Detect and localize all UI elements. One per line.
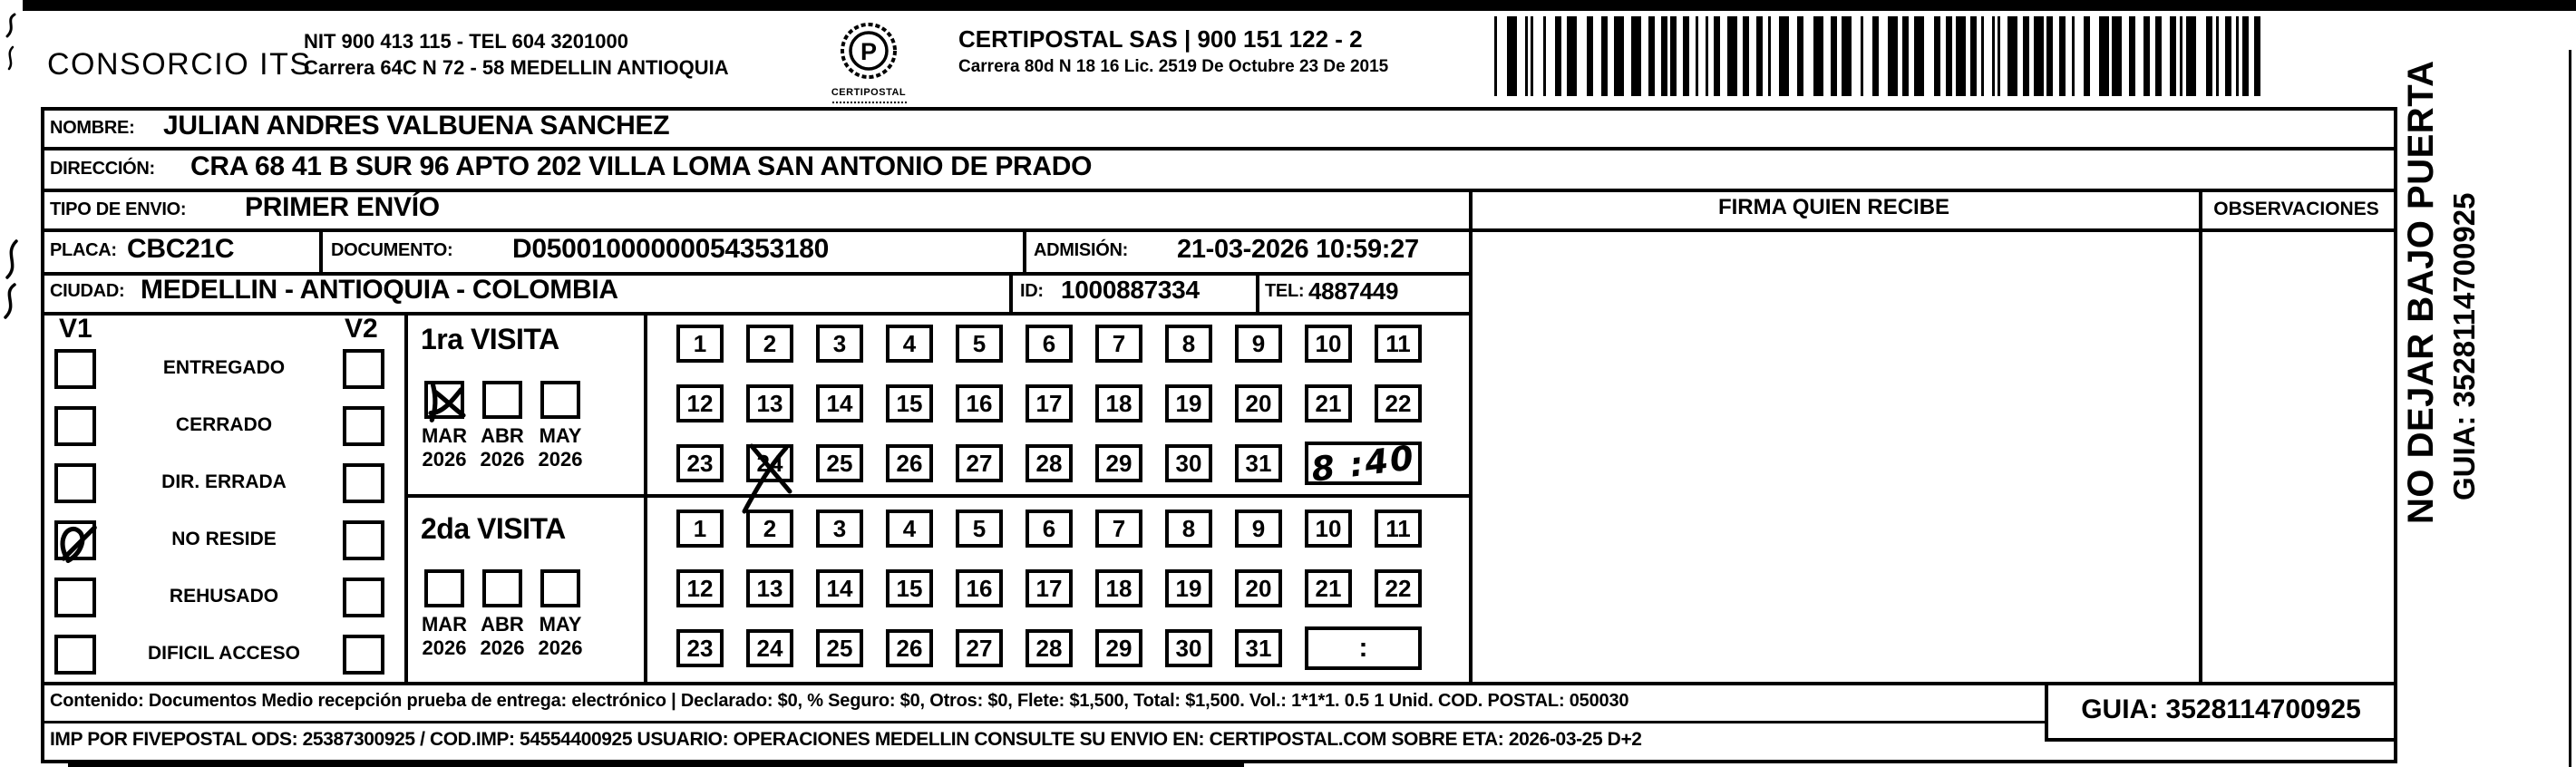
visit-2-day-box-9[interactable] xyxy=(1235,510,1282,548)
barcode-bar xyxy=(1743,16,1749,96)
day-number: 11 xyxy=(1385,514,1411,542)
day-number: 19 xyxy=(1175,574,1202,602)
scan-artifact-right-edge xyxy=(2569,50,2571,767)
barcode-bar xyxy=(1683,16,1689,96)
sender-company-name: CONSORCIO ITS xyxy=(47,47,312,82)
visit-1-time-box[interactable] xyxy=(1305,437,1422,490)
barcode-bar xyxy=(1714,16,1720,96)
barcode-bar xyxy=(2084,16,2090,96)
visit-1-day-box-22[interactable] xyxy=(1375,384,1422,422)
barcode-bar xyxy=(2170,16,2176,96)
visit-2-day-box-8[interactable] xyxy=(1165,510,1212,548)
visit-2-day-box-20[interactable] xyxy=(1235,569,1282,607)
direccion-label: DIRECCIÓN: xyxy=(50,159,155,179)
day-number: 20 xyxy=(1245,389,1272,417)
visit-1-day-box-24[interactable] xyxy=(746,444,793,482)
grid-line xyxy=(1256,272,1259,316)
day-number: 6 xyxy=(1042,329,1056,357)
visit-1-day-box-27[interactable] xyxy=(956,444,1003,482)
barcode-bar xyxy=(1914,16,1924,96)
day-number: 15 xyxy=(896,574,923,602)
visit-1-day-box-3[interactable] xyxy=(816,325,863,363)
day-number: 28 xyxy=(1035,634,1063,662)
visit-1-day-box-21[interactable] xyxy=(1305,384,1352,422)
day-number: 4 xyxy=(902,329,917,357)
visit-2-day-box-27[interactable] xyxy=(956,629,1003,667)
visit-2-day-box-1[interactable] xyxy=(676,510,724,548)
grid-line xyxy=(41,721,2048,723)
day-number: 11 xyxy=(1385,329,1411,357)
visit-2-time-box[interactable] xyxy=(1305,626,1422,670)
day-number: 12 xyxy=(686,389,714,417)
day-number: 25 xyxy=(826,449,853,477)
barcode-bar xyxy=(1648,16,1655,96)
month-year-label: 2026 xyxy=(422,448,467,471)
barcode-bar xyxy=(1543,16,1546,96)
day-number: 26 xyxy=(896,634,923,662)
visit-1-day-box-17[interactable] xyxy=(1026,384,1073,422)
month-year-label: 2026 xyxy=(480,448,525,471)
id-label: ID: xyxy=(1020,281,1044,301)
observaciones-column-header: OBSERVACIONES xyxy=(2213,199,2379,219)
day-number: 21 xyxy=(1315,574,1342,602)
barcode-bar xyxy=(2099,16,2109,96)
barcode-bar xyxy=(2216,16,2219,96)
visit-1-title: 1ra VISITA xyxy=(421,323,559,355)
day-number: 28 xyxy=(1035,449,1063,477)
status-checkbox-v2-dificil-acceso[interactable] xyxy=(343,635,384,675)
visit-1-day-box-20[interactable] xyxy=(1235,384,1282,422)
day-number: 31 xyxy=(1245,634,1272,662)
visit-2-day-box-28[interactable] xyxy=(1026,629,1073,667)
visit-2-day-box-11[interactable] xyxy=(1375,510,1422,548)
day-number: 1 xyxy=(693,329,707,357)
day-number: 25 xyxy=(826,634,853,662)
firma-column-header: FIRMA QUIEN RECIBE xyxy=(1717,195,1950,219)
visit-1-day-box-28[interactable] xyxy=(1026,444,1073,482)
barcode-bar xyxy=(1696,16,1698,96)
month-label: ABR xyxy=(481,613,524,636)
visit-1-day-box-16[interactable] xyxy=(956,384,1003,422)
day-number: 31 xyxy=(1245,449,1272,477)
month-year-label: 2026 xyxy=(480,636,525,659)
barcode-bar xyxy=(2007,16,2017,96)
visit-2-month-checkbox-abr[interactable] xyxy=(482,569,522,607)
day-number: 9 xyxy=(1251,329,1266,357)
visit-1-day-box-9[interactable] xyxy=(1235,325,1282,363)
barcode-bar xyxy=(1555,16,1561,96)
barcode-bar xyxy=(1727,16,1737,96)
visit-2-time-placeholder: : xyxy=(1358,633,1368,663)
status-checkbox-v2-dir-errada[interactable] xyxy=(343,463,384,503)
visit-1-day-box-5[interactable] xyxy=(956,325,1003,363)
barcode-bar xyxy=(2180,16,2182,96)
month-label: MAR xyxy=(421,424,468,447)
visit-1-day-box-10[interactable] xyxy=(1305,325,1352,363)
visit-1-day-box-6[interactable] xyxy=(1026,325,1073,363)
visit-1-day-box-23[interactable] xyxy=(676,444,724,482)
day-number: 5 xyxy=(972,514,987,542)
grid-line xyxy=(1009,272,1013,316)
observaciones-area[interactable] xyxy=(2202,232,2390,682)
barcode-bar xyxy=(1842,16,1852,96)
visit-1-day-box-25[interactable] xyxy=(816,444,863,482)
day-number: 18 xyxy=(1105,574,1132,602)
day-number: 2 xyxy=(763,329,777,357)
status-checkbox-v1-cerrado[interactable] xyxy=(54,406,96,446)
visit-2-day-box-23[interactable] xyxy=(676,629,724,667)
tel-value: 4887449 xyxy=(1308,277,1399,305)
status-label: DIFICIL ACCESO xyxy=(147,643,300,664)
tracking-barcode xyxy=(1494,16,2287,96)
day-number: 10 xyxy=(1315,514,1342,542)
ciudad-value: MEDELLIN - ANTIOQUIA - COLOMBIA xyxy=(141,275,618,305)
visit-1-day-box-11[interactable] xyxy=(1375,325,1422,363)
visit-2-day-box-15[interactable] xyxy=(886,569,933,607)
visit-1-day-box-31[interactable] xyxy=(1235,444,1282,482)
day-number: 4 xyxy=(902,514,917,542)
visit-1-day-box-19[interactable] xyxy=(1165,384,1212,422)
day-number: 6 xyxy=(1042,514,1056,542)
grid-line xyxy=(1023,228,1026,276)
status-label: ENTREGADO xyxy=(162,357,286,378)
barcode-bar xyxy=(1567,16,1577,96)
status-label: CERRADO xyxy=(175,414,273,435)
visit-2-day-box-13[interactable] xyxy=(746,569,793,607)
firma-signature-area[interactable] xyxy=(1473,232,2195,682)
barcode-bar xyxy=(1525,16,1528,96)
visit-1-day-box-29[interactable] xyxy=(1095,444,1142,482)
day-number: 24 xyxy=(756,449,783,477)
barcode-bar xyxy=(2143,16,2150,96)
ciudad-label: CIUDAD: xyxy=(50,281,125,301)
day-number: 2 xyxy=(763,514,777,542)
barcode-bar xyxy=(1872,16,1879,96)
visit-2-day-box-7[interactable] xyxy=(1095,510,1142,548)
visit-2-month-checkbox-may[interactable] xyxy=(540,569,580,607)
barcode-bar xyxy=(2254,16,2260,96)
day-number: 27 xyxy=(966,634,993,662)
grid-line xyxy=(2394,107,2397,763)
day-number: 17 xyxy=(1035,389,1063,417)
day-number: 16 xyxy=(966,574,993,602)
barcode-bar xyxy=(2046,16,2053,96)
visit-1-day-box-18[interactable] xyxy=(1095,384,1142,422)
tipo-envio-value: PRIMER ENVÍO xyxy=(245,192,440,222)
grid-line xyxy=(2045,738,2397,742)
month-label: MAY xyxy=(539,424,582,447)
day-number: 12 xyxy=(686,574,714,602)
day-number: 7 xyxy=(1112,514,1126,542)
visit-2-month-checkbox-mar[interactable] xyxy=(424,569,464,607)
barcode-bar xyxy=(1861,16,1863,96)
barcode-bar xyxy=(1756,16,1763,96)
visit-1-day-box-4[interactable] xyxy=(886,325,933,363)
barcode-bar xyxy=(2034,16,2044,96)
documento-label: DOCUMENTO: xyxy=(331,240,453,260)
visit-1-day-box-26[interactable] xyxy=(886,444,933,482)
barcode-bar xyxy=(1831,16,1837,96)
visit-2-day-box-25[interactable] xyxy=(816,629,863,667)
day-number: 3 xyxy=(832,514,847,542)
barcode-bar xyxy=(2129,16,2135,96)
visit-2-day-box-17[interactable] xyxy=(1026,569,1073,607)
visit-2-day-box-21[interactable] xyxy=(1305,569,1352,607)
barcode-bar xyxy=(1531,16,1533,96)
status-checkbox-v2-no-reside[interactable] xyxy=(343,520,384,560)
svg-text:P: P xyxy=(860,38,878,65)
visit-2-day-box-26[interactable] xyxy=(886,629,933,667)
day-number: 16 xyxy=(966,389,993,417)
barcode-bar xyxy=(1706,16,1708,96)
visits-panel xyxy=(404,312,1473,682)
no-dejar-bajo-puerta-warning: NO DEJAR BAJO PUERTA xyxy=(2401,60,2441,524)
month-label: ABR xyxy=(481,424,524,447)
day-number: 7 xyxy=(1112,329,1126,357)
barcode-bar xyxy=(1813,16,1823,96)
admision-value: 21-03-2026 10:59:27 xyxy=(1177,235,1419,264)
visit-2-day-box-4[interactable] xyxy=(886,510,933,548)
day-number: 13 xyxy=(756,389,783,417)
barcode-bar xyxy=(1631,16,1641,96)
day-number: 24 xyxy=(756,634,783,662)
day-number: 23 xyxy=(686,634,714,662)
status-checkbox-v1-dificil-acceso[interactable] xyxy=(54,635,96,675)
carrier-name-line: CERTIPOSTAL SAS | 900 151 122 - 2 xyxy=(958,25,1363,53)
barcode-bar xyxy=(1992,16,1995,96)
status-label: REHUSADO xyxy=(169,586,279,607)
nombre-label: NOMBRE: xyxy=(50,118,135,138)
status-checkbox-v2-entregado[interactable] xyxy=(343,349,384,389)
day-number: 30 xyxy=(1175,634,1202,662)
visit-2-day-box-12[interactable] xyxy=(676,569,724,607)
visit-1-day-box-13[interactable] xyxy=(746,384,793,422)
barcode-bar xyxy=(2072,16,2075,96)
barcode-bar xyxy=(1934,16,1940,96)
day-number: 15 xyxy=(896,389,923,417)
day-number: 22 xyxy=(1385,574,1412,602)
carrier-address-line: Carrera 80d N 18 16 Lic. 2519 De Octubre 23 De 2015 xyxy=(958,57,1389,76)
month-label: MAY xyxy=(539,613,582,636)
day-number: 17 xyxy=(1035,574,1063,602)
day-number: 21 xyxy=(1315,389,1342,417)
documento-value: D05001000000054353180 xyxy=(512,234,830,264)
barcode-bar xyxy=(2112,16,2122,96)
grid-line xyxy=(41,147,2397,150)
month-year-label: 2026 xyxy=(538,636,583,659)
visit-2-day-box-5[interactable] xyxy=(956,510,1003,548)
barcode-bar xyxy=(1670,16,1677,96)
guia-number-box: GUIA: 3528114700925 xyxy=(2081,694,2361,724)
status-checkbox-v1-dir-errada[interactable] xyxy=(54,463,96,503)
visit-1-day-box-15[interactable] xyxy=(886,384,933,422)
barcode-bar xyxy=(1981,16,1984,96)
barcode-bar xyxy=(1956,16,1966,96)
v1-column-header: V1 xyxy=(59,314,92,344)
barcode-bar xyxy=(2225,16,2231,96)
visit-2-day-box-10[interactable] xyxy=(1305,510,1352,548)
month-year-label: 2026 xyxy=(422,636,467,659)
delivery-status-panel xyxy=(41,312,404,682)
visit-2-day-box-18[interactable] xyxy=(1095,569,1142,607)
day-number: 22 xyxy=(1385,389,1412,417)
scan-artifact-corner-mark xyxy=(2,13,24,73)
month-year-label: 2026 xyxy=(538,448,583,471)
month-label: MAR xyxy=(421,613,468,636)
certipostal-logo-icon xyxy=(836,20,901,85)
visit-2-day-box-31[interactable] xyxy=(1235,629,1282,667)
status-checkbox-v2-rehusado[interactable] xyxy=(343,578,384,617)
day-number: 20 xyxy=(1245,574,1272,602)
scan-artifact-top-bar xyxy=(23,0,2576,11)
tel-label: TEL: xyxy=(1265,281,1305,301)
day-number: 5 xyxy=(972,329,987,357)
contenido-line: Contenido: Documentos Medio recepción prueba de entrega: electrónico | Declarado: $0, % Seguro: $0, Otros: $0, Flete: $1,500, Total: $1,500. Vol.: 1*1*1. 0.5 1 Unid. COD. POSTAL: 050030 xyxy=(50,691,1629,711)
barcode-bar xyxy=(1661,16,1667,96)
visit-1-month-checkbox-mar[interactable] xyxy=(424,381,464,419)
day-number: 14 xyxy=(826,389,853,417)
placa-value: CBC21C xyxy=(127,234,235,264)
visit-1-day-box-8[interactable] xyxy=(1165,325,1212,363)
barcode-bar xyxy=(1507,16,1517,96)
day-number: 23 xyxy=(686,449,714,477)
visit-2-title: 2da VISITA xyxy=(421,512,566,545)
barcode-bar xyxy=(1902,16,1909,96)
barcode-bar xyxy=(2023,16,2029,96)
id-value: 1000887334 xyxy=(1061,276,1200,304)
status-checkbox-v1-rehusado[interactable] xyxy=(54,578,96,617)
sender-nit-line: NIT 900 413 115 - TEL 604 3201000 xyxy=(304,30,628,53)
barcode-bar xyxy=(1970,16,1977,96)
v2-column-header: V2 xyxy=(345,314,378,344)
status-checkbox-v1-entregado[interactable] xyxy=(54,349,96,389)
visit-1-day-box-7[interactable] xyxy=(1095,325,1142,363)
barcode-bar xyxy=(1768,16,1771,96)
visit-2-day-box-2[interactable] xyxy=(746,510,793,548)
barcode-bar xyxy=(1587,16,1593,96)
grid-line xyxy=(319,228,323,276)
side-note xyxy=(2401,60,2528,524)
certipostal-logo-caption: CERTIPOSTAL xyxy=(831,87,907,98)
day-number: 3 xyxy=(832,329,847,357)
barcode-bar xyxy=(2155,16,2162,96)
visit-1-day-box-2[interactable] xyxy=(746,325,793,363)
visit-1-day-box-30[interactable] xyxy=(1165,444,1212,482)
visit-2-day-box-30[interactable] xyxy=(1165,629,1212,667)
day-number: 29 xyxy=(1105,634,1132,662)
day-number: 19 xyxy=(1175,389,1202,417)
day-number: 30 xyxy=(1175,449,1202,477)
side-guia-number: GUIA: 3528114700925 xyxy=(2447,192,2481,500)
visit-1-day-box-12[interactable] xyxy=(676,384,724,422)
barcode-bar xyxy=(1601,16,1608,96)
visit-2-day-box-24[interactable] xyxy=(746,629,793,667)
status-label: DIR. ERRADA xyxy=(161,471,287,492)
visit-1-time-handwritten: 8 :40 xyxy=(1308,437,1418,490)
tipo-envio-label: TIPO DE ENVIO: xyxy=(50,199,187,219)
day-number: 27 xyxy=(966,449,993,477)
status-checkbox-v1-no-reside[interactable] xyxy=(54,520,96,560)
visit-1-month-checkbox-abr[interactable] xyxy=(482,381,522,419)
direccion-value: CRA 68 41 B SUR 96 APTO 202 VILLA LOMA SAN ANTONIO DE PRADO xyxy=(190,151,1093,181)
barcode-bar xyxy=(1888,16,1898,96)
day-number: 14 xyxy=(826,574,853,602)
no-reside-check-mark xyxy=(53,519,103,568)
barcode-bar xyxy=(2206,16,2212,96)
scan-artifact-margin-squiggle xyxy=(0,238,24,323)
barcode-bar xyxy=(1779,16,1789,96)
barcode-bar xyxy=(2059,16,2066,96)
status-checkbox-v2-cerrado[interactable] xyxy=(343,406,384,446)
visit-2-day-box-16[interactable] xyxy=(956,569,1003,607)
day-number: 13 xyxy=(756,574,783,602)
day-number: 10 xyxy=(1315,329,1342,357)
visit-2-day-box-14[interactable] xyxy=(816,569,863,607)
visit-1-day-box-14[interactable] xyxy=(816,384,863,422)
visit-2-day-box-19[interactable] xyxy=(1165,569,1212,607)
sender-address-line: Carrera 64C N 72 - 58 MEDELLIN ANTIOQUIA xyxy=(304,56,729,79)
nombre-value: JULIAN ANDRES VALBUENA SANCHEZ xyxy=(163,111,670,141)
visit-2-day-box-22[interactable] xyxy=(1375,569,1422,607)
day-number: 18 xyxy=(1105,389,1132,417)
day-number: 29 xyxy=(1105,449,1132,477)
barcode-bar xyxy=(2236,16,2239,96)
visit-1-day-box-1[interactable] xyxy=(676,325,724,363)
barcode-bar xyxy=(1946,16,1952,96)
barcode-bar xyxy=(1998,16,2000,96)
certipostal-logo-tagline xyxy=(832,102,907,103)
admision-label: ADMISIÓN: xyxy=(1034,240,1128,260)
barcode-bar xyxy=(1614,16,1624,96)
status-label: NO RESIDE xyxy=(171,529,277,549)
barcode-bar xyxy=(1494,16,1497,96)
day-number: 8 xyxy=(1181,514,1196,542)
visit-1-month-checkbox-may[interactable] xyxy=(540,381,580,419)
day-number: 8 xyxy=(1181,329,1196,357)
day-number: 1 xyxy=(693,514,707,542)
day-number: 9 xyxy=(1251,514,1266,542)
visit-2-day-box-29[interactable] xyxy=(1095,629,1142,667)
imp-line: IMP POR FIVEPOSTAL ODS: 25387300925 / COD.IMP: 54554400925 USUARIO: OPERACIONES MEDELLIN CONSULTE SU ENVIO EN: CERTIPOSTAL.COM SOBRE ETA: 2026-03-25 D+2 xyxy=(50,729,1642,750)
grid-line xyxy=(41,760,2397,763)
barcode-bar xyxy=(2186,16,2196,96)
placa-label: PLACA: xyxy=(50,240,117,260)
visit-2-day-box-3[interactable] xyxy=(816,510,863,548)
visit-2-day-box-6[interactable] xyxy=(1026,510,1073,548)
barcode-bar xyxy=(2242,16,2249,96)
barcode-bar xyxy=(1797,16,1803,96)
visit-1-month-mar-check-mark xyxy=(421,378,473,427)
day-number: 26 xyxy=(896,449,923,477)
